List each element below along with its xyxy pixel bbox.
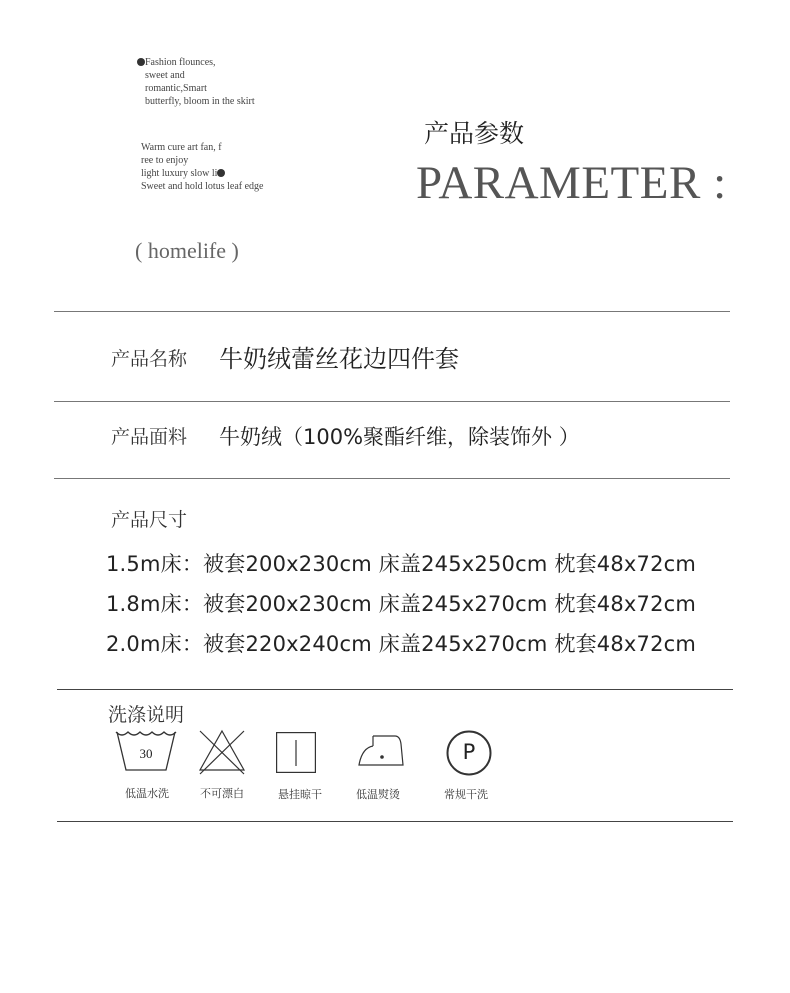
divider bbox=[57, 821, 733, 822]
poem-line: butterfly, bloom in the skirt bbox=[145, 96, 255, 107]
product-size-label: 产品尺寸 bbox=[111, 509, 188, 531]
poem-line: Fashion flounces, bbox=[145, 57, 216, 68]
divider bbox=[57, 689, 733, 690]
low-iron-icon bbox=[357, 734, 405, 768]
brand-text: ( homelife ) bbox=[135, 238, 239, 263]
dry-clean-letter: P bbox=[462, 740, 476, 764]
poem-line: Sweet and hold lotus leaf edge bbox=[141, 181, 264, 192]
divider bbox=[54, 478, 730, 479]
poem-line: romantic,Smart bbox=[145, 83, 207, 94]
poem-line: ree to enjoy bbox=[141, 155, 189, 166]
bullet-dot-icon bbox=[217, 169, 225, 177]
product-fabric-label: 产品面料 bbox=[111, 426, 188, 448]
divider bbox=[54, 401, 730, 402]
care-label-hang: 悬挂晾干 bbox=[278, 788, 322, 801]
page-title-cn: 产品参数 bbox=[424, 119, 525, 148]
product-name-label: 产品名称 bbox=[111, 348, 188, 370]
product-name-value: 牛奶绒蕾丝花边四件套 bbox=[219, 345, 459, 373]
dry-clean-p-icon bbox=[446, 730, 492, 776]
size-row: 1.5m床：被套200x230cm 床盖245x250cm 枕套48x72cm bbox=[106, 552, 697, 576]
care-label-wash: 低温水洗 bbox=[125, 787, 169, 800]
hang-dry-icon bbox=[276, 732, 316, 773]
size-row: 2.0m床：被套220x240cm 床盖245x270cm 枕套48x72cm bbox=[106, 632, 697, 656]
poem-block-1 bbox=[137, 56, 255, 108]
size-row: 1.8m床：被套200x230cm 床盖245x270cm 枕套48x72cm bbox=[106, 592, 697, 616]
no-bleach-icon bbox=[197, 728, 247, 776]
poem-block-2 bbox=[141, 141, 263, 193]
care-label-dryclean: 常规干洗 bbox=[444, 788, 488, 801]
wash-temperature: 30 bbox=[139, 746, 153, 761]
wash-30-icon bbox=[114, 729, 178, 773]
divider bbox=[54, 311, 730, 312]
poem-line: light luxury slow li bbox=[141, 168, 218, 179]
page-title-en: PARAMETER : bbox=[416, 157, 727, 209]
care-label-iron: 低温熨烫 bbox=[356, 788, 400, 801]
poem-line: Warm cure art fan, f bbox=[141, 142, 222, 153]
care-title: 洗涤说明 bbox=[108, 704, 185, 726]
product-fabric-value: 牛奶绒（100%聚酯纤维，除装饰外 ） bbox=[219, 425, 580, 449]
poem-line: sweet and bbox=[145, 70, 185, 81]
bullet-dot-icon bbox=[137, 58, 145, 66]
care-label-bleach: 不可漂白 bbox=[200, 787, 244, 800]
